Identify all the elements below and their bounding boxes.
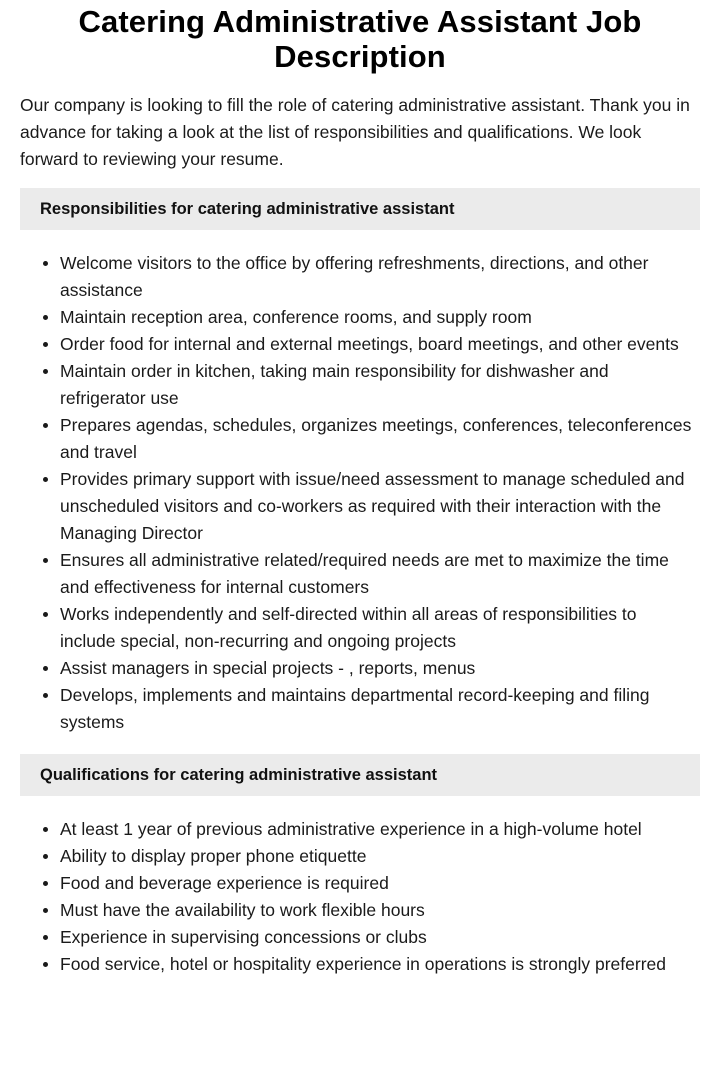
list-item-text: Assist managers in special projects - , reports, menus — [60, 658, 476, 678]
intro-paragraph: Our company is looking to fill the role of catering administrative assistant. Thank you in advance for taking a look at the list of responsibilities and qualifications. We look forward to reviewing your resume. — [20, 95, 690, 169]
list-item — [60, 358, 700, 412]
bullet-icon — [43, 612, 48, 617]
list-item — [60, 304, 700, 331]
list-item — [60, 655, 700, 682]
list-item — [60, 547, 700, 601]
list-item — [60, 870, 700, 897]
qualifications-heading: Qualifications for catering administrative assistant — [20, 754, 700, 796]
list-item-text: Provides primary support with issue/need assessment to manage scheduled and unscheduled visitors and co-workers as required with their interaction with the Managing Director — [60, 469, 685, 543]
list-item-text: Maintain reception area, conference rooms, and supply room — [60, 307, 532, 327]
list-item — [60, 412, 700, 466]
list-item — [60, 331, 700, 358]
bullet-icon — [43, 423, 48, 428]
bullet-icon — [43, 261, 48, 266]
job-description-page — [0, 4, 720, 978]
responsibilities-heading: Responsibilities for catering administrative assistant — [20, 188, 700, 230]
responsibilities-list — [20, 250, 700, 736]
list-item — [60, 924, 700, 951]
list-item-text: Develops, implements and maintains departmental record-keeping and filing systems — [60, 685, 650, 732]
list-item-text: Experience in supervising concessions or clubs — [60, 927, 427, 947]
bullet-icon — [43, 827, 48, 832]
list-item-text: Food and beverage experience is required — [60, 873, 389, 893]
list-item — [60, 951, 700, 978]
list-item — [60, 250, 700, 304]
list-item-text: Ensures all administrative related/required needs are met to maximize the time and effectiveness for internal customers — [60, 550, 669, 597]
list-item — [60, 897, 700, 924]
bullet-icon — [43, 369, 48, 374]
list-item-text: Works independently and self-directed within all areas of responsibilities to include special, non-recurring and ongoing projects — [60, 604, 637, 651]
list-item-text: Order food for internal and external meetings, board meetings, and other events — [60, 334, 679, 354]
bullet-icon — [43, 693, 48, 698]
list-item-text: Welcome visitors to the office by offering refreshments, directions, and other assistance — [60, 253, 649, 300]
list-item — [60, 816, 700, 843]
bullet-icon — [43, 342, 48, 347]
list-item-text: At least 1 year of previous administrative experience in a high-volume hotel — [60, 819, 642, 839]
bullet-icon — [43, 558, 48, 563]
bullet-icon — [43, 666, 48, 671]
list-item — [60, 601, 700, 655]
bullet-icon — [43, 315, 48, 320]
list-item-text: Must have the availability to work flexible hours — [60, 900, 425, 920]
list-item-text: Maintain order in kitchen, taking main responsibility for dishwasher and refrigerator use — [60, 361, 609, 408]
bullet-icon — [43, 854, 48, 859]
list-item — [60, 843, 700, 870]
list-item-text: Prepares agendas, schedules, organizes meetings, conferences, teleconferences and travel — [60, 415, 692, 462]
page-title: Catering Administrative Assistant Job Description — [78, 4, 642, 74]
bullet-icon — [43, 935, 48, 940]
bullet-icon — [43, 477, 48, 482]
list-item-text: Food service, hotel or hospitality experience in operations is strongly preferred — [60, 954, 667, 974]
list-item-text: Ability to display proper phone etiquette — [60, 846, 367, 866]
bullet-icon — [43, 881, 48, 886]
list-item — [60, 466, 700, 547]
qualifications-list — [20, 816, 700, 978]
list-item — [60, 682, 700, 736]
bullet-icon — [43, 962, 48, 967]
bullet-icon — [43, 908, 48, 913]
